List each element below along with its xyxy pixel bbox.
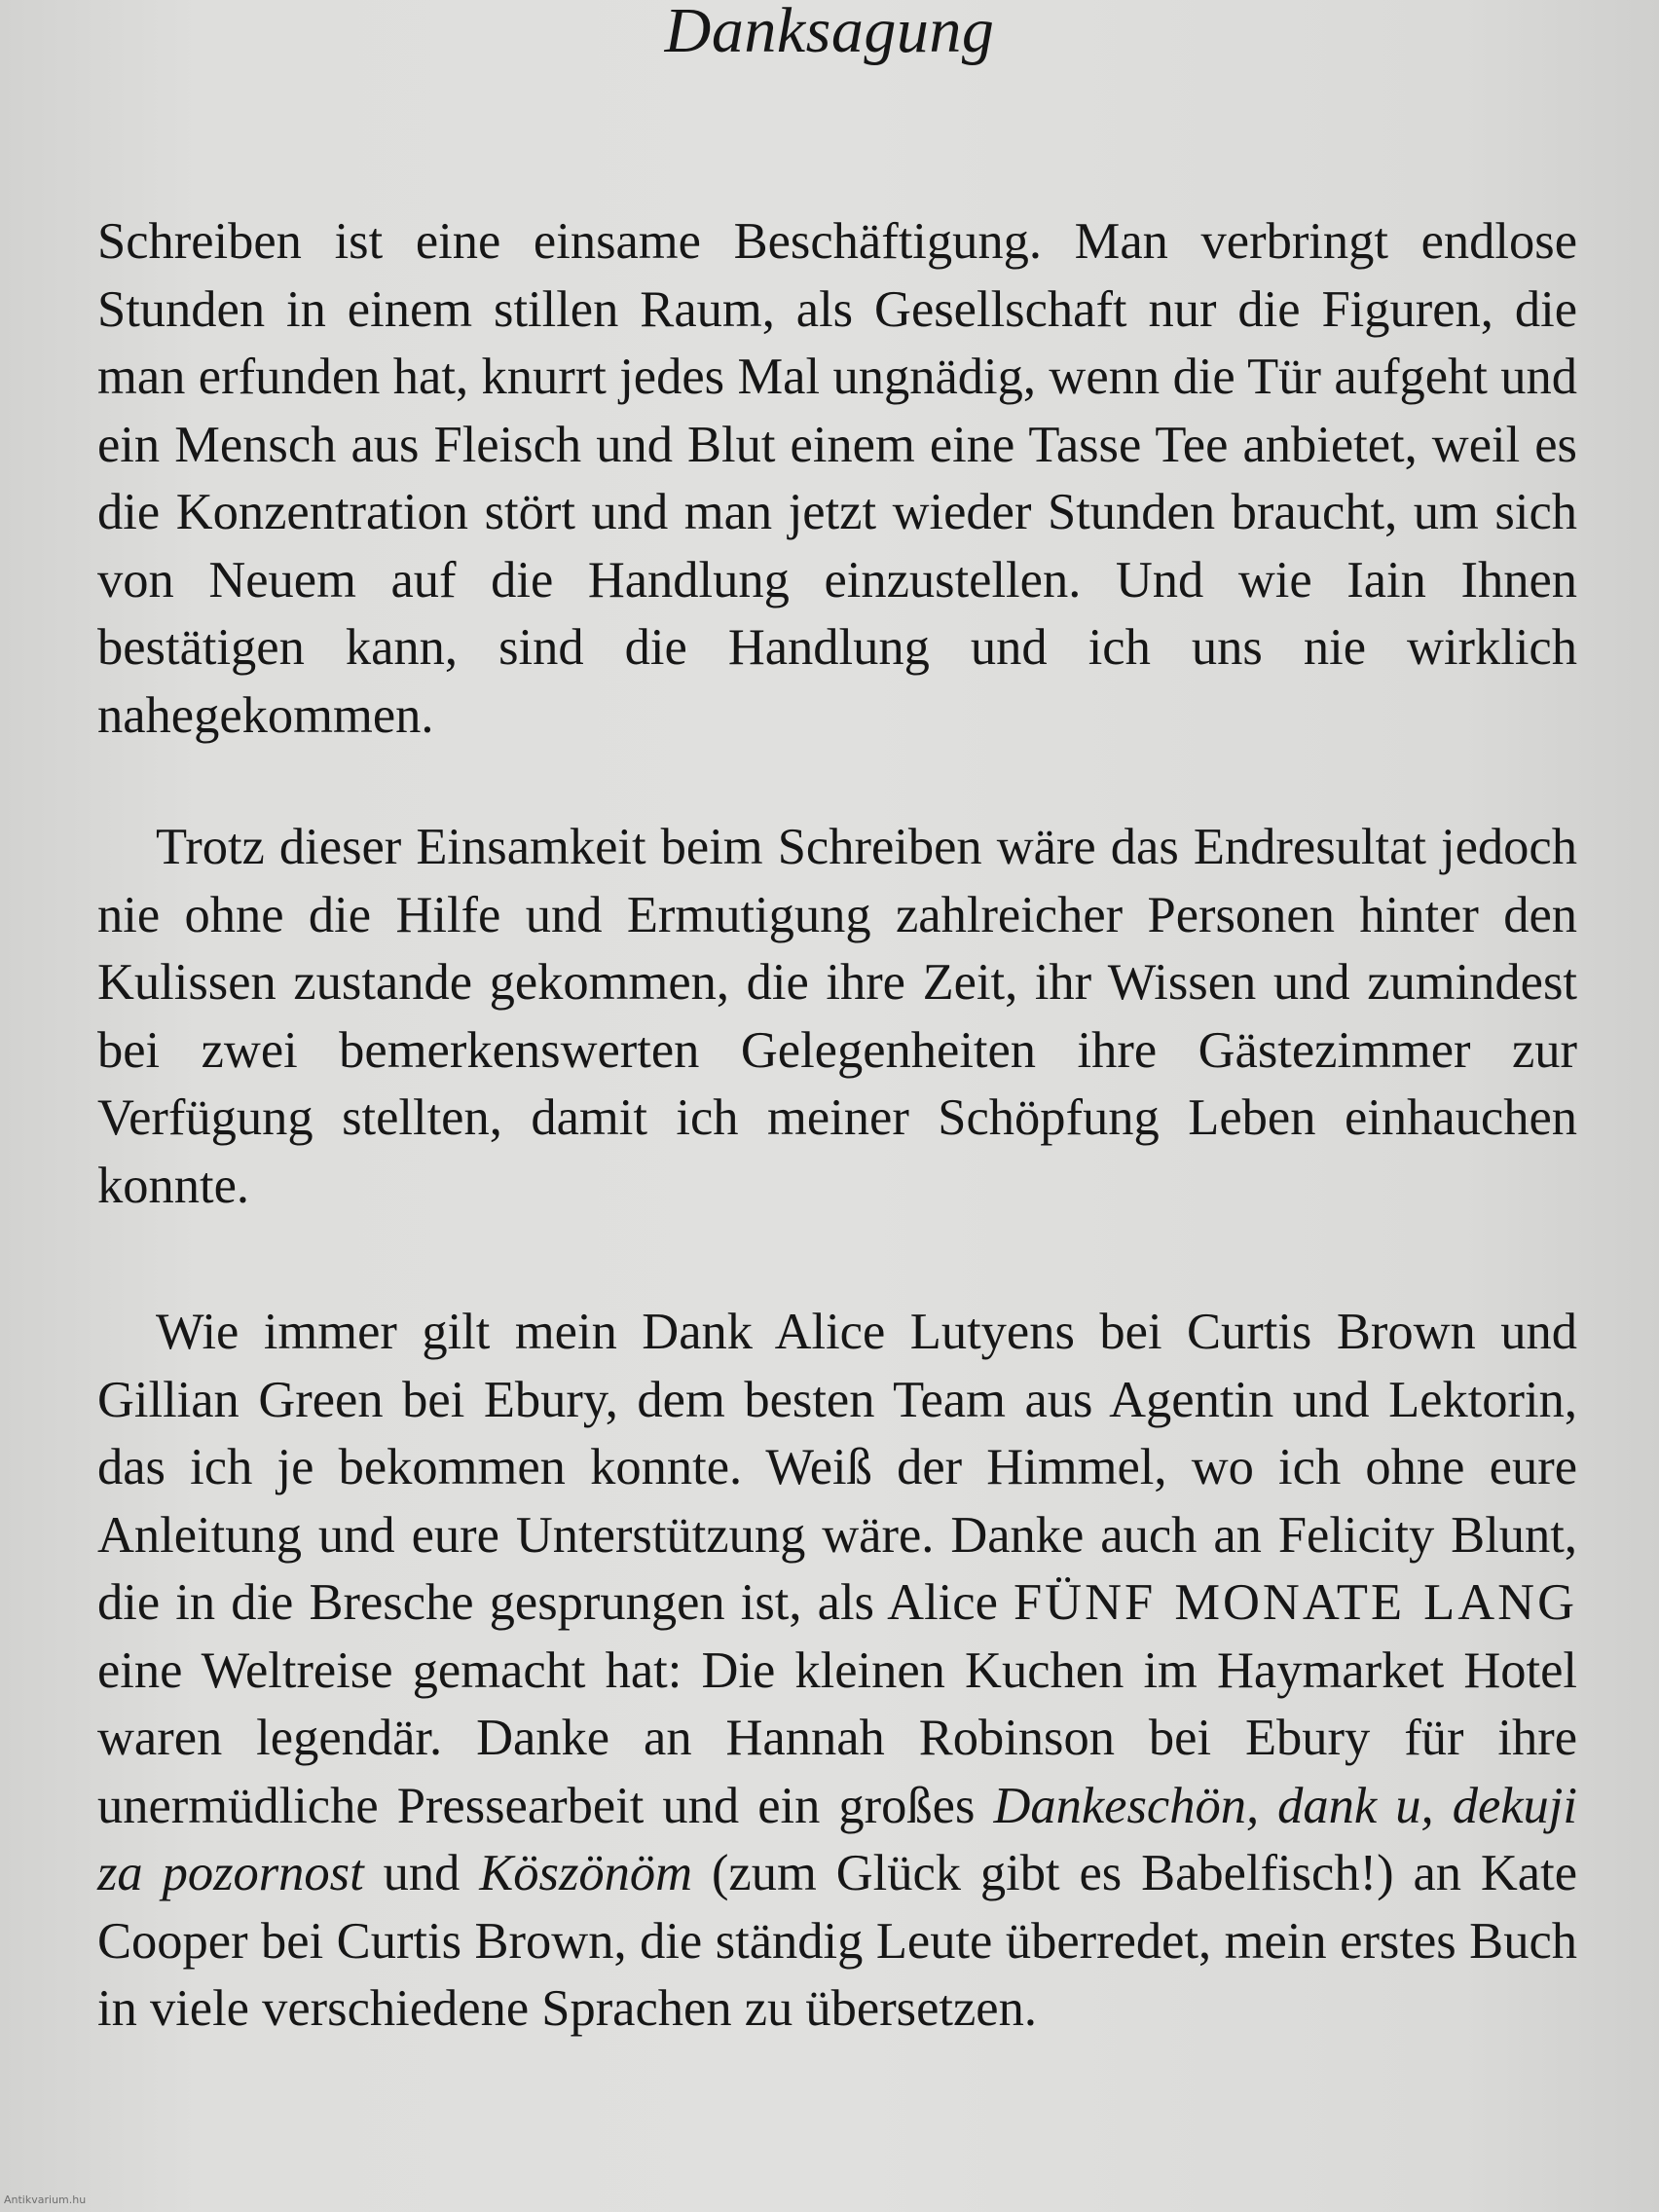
small-caps-phrase: FÜNF MONATE LANG (1013, 1574, 1577, 1631)
paragraph-3-text-4: (zum Glück gibt es Babelfisch!) an Kate Cooper bei Curtis Brown, die ständig Leute überredet, mein erstes Buch in viele verschiedene Sprachen zu übersetzen. (97, 1845, 1578, 2037)
italic-phrase-thanks: Dankeschön, dank u, dekuji za pozornost (97, 1777, 1577, 1901)
paragraph-2: Trotz dieser Einsamkeit beim Schreiben wäre das Endresultat jedoch nie ohne die Hilfe und Ermutigung zahlreicher Personen hinter den Kulissen zustande gekommen, die ihre Zeit, ihr Wissen und zumindest bei zwei bemerkenswerten Gelegenheiten ihre Gästezimmer zur Verfügung stellten, damit ich meiner Schöpfung Leben einhauchen konnte. (97, 819, 1577, 1214)
paragraph-3-text-2: eine Weltreise gemacht hat: Die kleinen Kuchen im Haymarket Hotel waren legendär. Danke an Hannah Robinson bei Ebury für ihre unermüdliche Pressearbeit und ein großes (97, 1641, 1577, 1834)
italic-word-koszonom: Köszönöm (479, 1845, 693, 1901)
paragraph-3-text-3: und (363, 1845, 480, 1901)
paragraph-3-text-1: Wie immer gilt mein Dank Alice Lutyens bei Curtis Brown und Gillian Green bei Ebury, dem besten Team aus Agentin und Lektorin, das ich je bekommen konnte. Weiß der Himmel, wo ich ohne eure Anleitung und eure Unterstützung wäre. Danke auch an Felicity Blunt, die in die Bresche gesprungen ist, als Alice (97, 1304, 1577, 1631)
watermark: Antikvarium.hu (4, 2194, 87, 2206)
page-title: Danksagung (664, 0, 995, 66)
paragraph-1: Schreiben ist eine einsame Beschäftigung. Man verbringt endlose Stunden in einem stillen Raum, als Gesellschaft nur die Figuren, die man erfunden hat, knurrt jedes Mal ungnädig, wenn die Tür aufgeht und ein Mensch aus Fleisch und Blut einem eine Tasse Tee anbietet, weil es die Konzentration stört und man jetzt wieder Stunden braucht, um sich von Neuem auf die Handlung einzustellen. Und wie Iain Ihnen bestätigen kann, sind die Handlung und ich uns nie wirklich nahegekommen. (97, 213, 1577, 744)
paragraph-3 (97, 1299, 1577, 2044)
